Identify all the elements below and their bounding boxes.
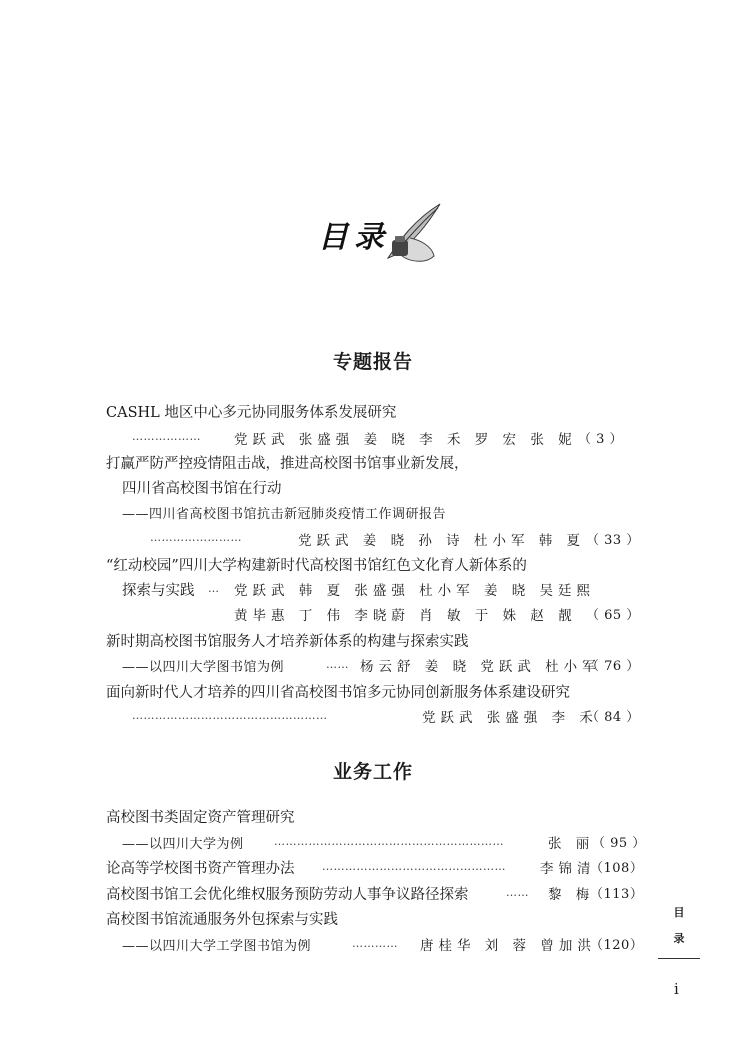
side-tab-rule xyxy=(658,958,700,959)
entry-authors: 杨云舒 姜 晓 党跃武 杜小军 xyxy=(360,659,601,675)
entry-title-continued: 四川省高校图书馆在行动 xyxy=(122,481,282,497)
entry-title: “红动校园”四川大学构建新时代高校图书馆红色文化育人新体系的 xyxy=(106,558,527,574)
entry-authors: 张 丽 xyxy=(548,836,595,852)
entry-authors: 唐桂华 刘 蓉 曾加洪 xyxy=(420,938,596,954)
entry-leader-dots: …………………………………………………… xyxy=(274,835,504,848)
entry-leader-dots: ……………… xyxy=(132,430,201,443)
entry-title: 高校图书馆工会优化维权服务预防劳动人事争议路径探索 xyxy=(106,887,469,903)
entry-authors: 党跃武 张盛强 李 禾 xyxy=(422,710,598,726)
entry-page: （ 95 ） xyxy=(592,836,646,851)
entry-title: 论高等学校图书资产管理办法 xyxy=(106,861,295,877)
entry-page: （120） xyxy=(590,938,644,953)
entry-page: （ 84 ） xyxy=(586,710,640,725)
section-heading: 业务工作 xyxy=(333,761,414,783)
quill-inkwell-icon xyxy=(380,200,444,266)
entry-title: 面向新时代人才培养的四川省高校图书馆多元协同创新服务体系建设研究 xyxy=(106,685,570,701)
entry-page: （ 3 ） xyxy=(578,432,624,447)
entry-page: （108） xyxy=(590,861,644,876)
entry-authors-continued: 黄毕惠 丁 伟 李晓蔚 肖 敏 于 姝 赵 靓 xyxy=(234,608,577,624)
page-title: 目录 xyxy=(318,220,390,255)
entry-subtitle: ——四川省高校图书馆抗击新冠肺炎疫情工作调研报告 xyxy=(122,507,447,522)
entry-title-continued: 探索与实践 xyxy=(122,583,195,599)
entry-leader-dots: ………………………………………… xyxy=(322,860,506,873)
entry-subtitle: ——以四川大学为例 xyxy=(122,837,244,852)
entry-title: 新时期高校图书馆服务人才培养新体系的构建与探索实践 xyxy=(106,634,469,650)
page-number: i xyxy=(674,980,679,998)
entry-title: CASHL 地区中心多元协同服务体系发展研究 xyxy=(106,405,397,421)
entry-authors: 党跃武 姜 晓 孙 诗 杜小军 韩 夏 xyxy=(298,533,586,549)
entry-authors: 李锦清 xyxy=(540,861,596,877)
entry-authors: 党跃武 张盛强 姜 晓 李 禾 罗 宏 张 妮 xyxy=(234,432,577,448)
section-heading: 专题报告 xyxy=(333,351,414,373)
entry-title: 高校图书馆流通服务外包探索与实践 xyxy=(106,912,338,928)
entry-page: （ 76 ） xyxy=(586,659,640,674)
side-tab-char: 录 xyxy=(673,932,685,945)
entry-leader-dots: ………… xyxy=(352,937,398,950)
entry-leader-dots: …………………… xyxy=(150,531,242,544)
entry-leader-dots: …………………………………………… xyxy=(132,709,328,722)
entry-leader-dots: …… xyxy=(326,658,349,671)
entry-page: （ 65 ） xyxy=(586,608,640,623)
entry-authors: 党跃武 韩 夏 张盛强 杜小军 姜 晓 吴廷熙 xyxy=(234,583,596,599)
entry-subtitle: ——以四川大学图书馆为例 xyxy=(122,660,285,675)
entry-page: （ 33 ） xyxy=(586,533,640,548)
entry-title: 打赢严防严控疫情阻击战，推进高校图书馆事业新发展， xyxy=(106,456,469,472)
entry-subtitle: ——以四川大学工学图书馆为例 xyxy=(122,939,312,954)
side-tab-char: 目 xyxy=(673,906,685,919)
entry-title: 高校图书类固定资产管理研究 xyxy=(106,810,295,826)
entry-page: （113） xyxy=(590,887,644,902)
entry-leader-dots: … xyxy=(208,582,220,595)
entry-leader-dots: …… xyxy=(506,886,529,899)
entry-authors: 黎 梅 xyxy=(548,887,595,903)
